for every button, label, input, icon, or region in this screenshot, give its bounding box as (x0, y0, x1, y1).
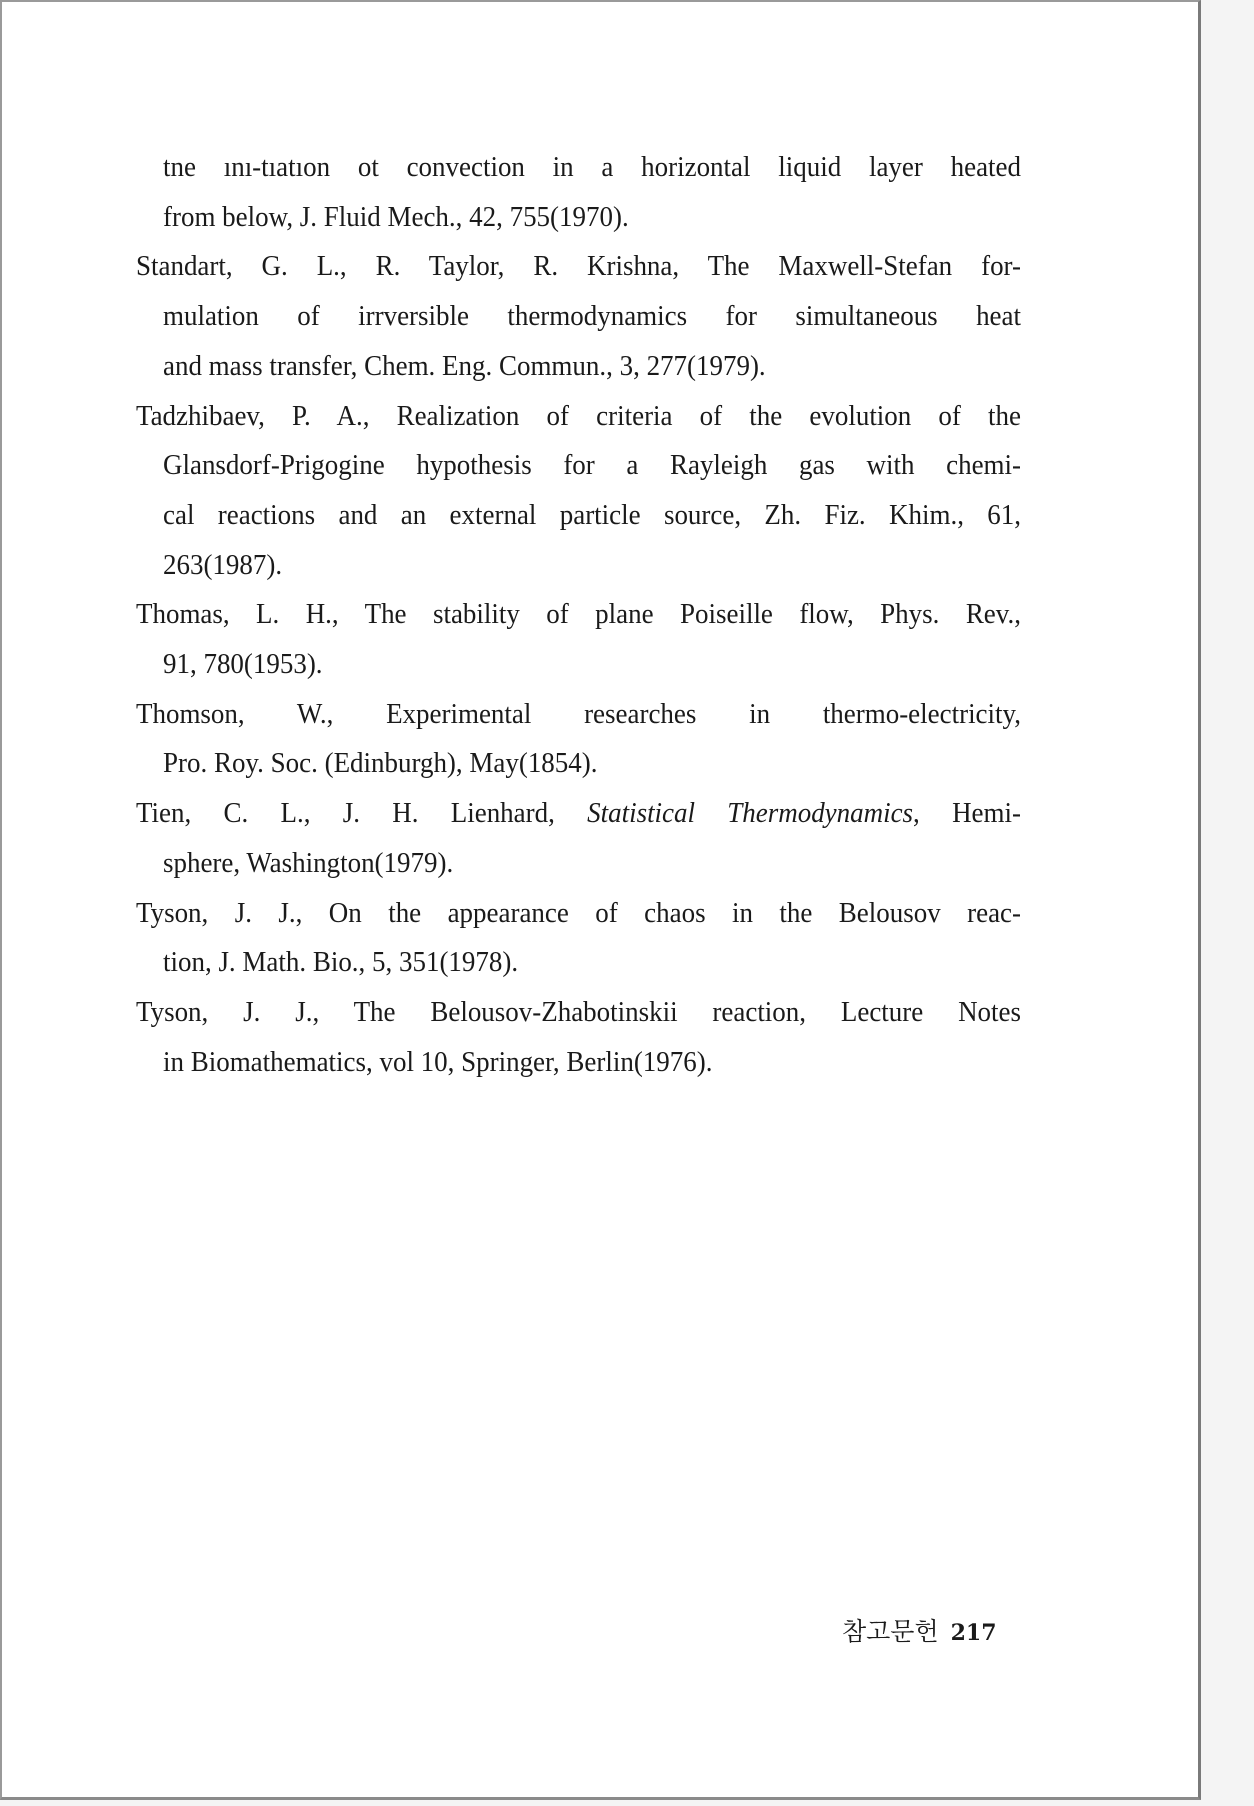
reference-entry-start: Thomas, L. H., The stability of plane Poiseille flow, Phys. Rev., (136, 598, 1021, 631)
reference-entry-start: Tyson, J. J., The Belousov-Zhabotinskii reaction, Lecture Notes (136, 995, 1021, 1028)
reference-entry-line: 263(1987). (163, 548, 283, 581)
reference-entry-line: cal reactions and an external particle source, Zh. Fiz. Khim., 61, (163, 498, 1021, 531)
reference-entry-line: tne ını-tıatıon ot convection in a horizontal liquid layer heated (163, 151, 1021, 183)
reference-entry-start: Tyson, J. J., On the appearance of chaos in the Belousov reac- (136, 896, 1021, 929)
reference-entry-line: 91, 780(1953). (163, 648, 323, 680)
reference-entry-start: Tadzhibaev, P. A., Realization of criteria of the evolution of the (136, 399, 1021, 432)
reference-entry-line: in Biomathematics, vol 10, Springer, Berlin(1976). (163, 1045, 713, 1078)
reference-entry-start: Thomson, W., Experimental researches in thermo-electricity, (136, 697, 1021, 730)
page-number: 217 (950, 1620, 997, 1646)
reference-entry-line: and mass transfer, Chem. Eng. Commun., 3, 277(1979). (163, 349, 766, 382)
reference-entry-line: mulation of irrversible thermodynamics for simultaneous heat (163, 300, 1021, 333)
reference-entry-line: Glansdorf-Prigogine hypothesis for a Rayleigh gas with chemi- (163, 449, 1021, 482)
reference-entry-line: Pro. Roy. Soc. (Edinburgh), May(1854). (163, 747, 598, 780)
reference-entry-start: Tien, C. L., J. H. Lienhard, Statistical Thermodynamics, Hemi- (136, 797, 1021, 830)
page-footer (842, 1612, 997, 1648)
reference-entry-line: from below, J. Fluid Mech., 42, 755(1970). (163, 200, 629, 233)
reference-entry-line: sphere, Washington(1979). (163, 846, 454, 879)
reference-entry-start: Standart, G. L., R. Taylor, R. Krishna, The Maxwell-Stefan for- (136, 250, 1021, 283)
reference-entry-line: tion, J. Math. Bio., 5, 351(1978). (163, 946, 519, 979)
section-title: 참고문헌 (842, 1617, 939, 1646)
book-title: Statistical Thermodynamics (587, 797, 914, 830)
